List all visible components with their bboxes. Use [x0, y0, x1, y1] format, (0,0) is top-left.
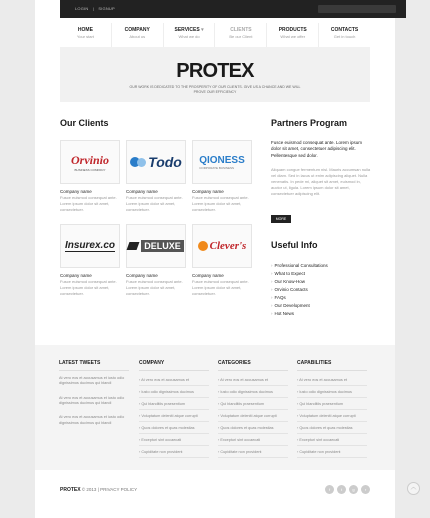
clevers-mark-icon [198, 241, 208, 251]
partners-lead: Fusce euismod consequat ante. Lorem ipsum dolor sit amet, consectetuer adipiscing elit. Pellentesque sed dolor. [271, 140, 363, 158]
client-description: Fusce euismod consequat ante. Lorem ipsum dolor sit amet, consectetuer. [126, 195, 183, 212]
partners-heading: Partners Program [271, 118, 348, 128]
nav-products-label: PRODUCTS [278, 27, 307, 33]
social-links [325, 485, 370, 494]
tweets-column [59, 360, 129, 426]
useful-info-heading: Useful Info [271, 240, 318, 250]
client-name: Company name [60, 189, 92, 194]
footer-brand: PROTEX [60, 487, 81, 493]
footer-link[interactable]: › Cupiditate non provident [218, 446, 288, 458]
footer-link[interactable]: › Quos dolores et quas molestias [297, 422, 367, 434]
client-name: Company name [126, 189, 158, 194]
footer-link[interactable]: › At vero eos et accusamus et [139, 374, 209, 386]
footer-link[interactable]: › Cupiditate non provident [139, 446, 209, 458]
client-name: Company name [192, 189, 224, 194]
footer-area [35, 345, 395, 470]
client-card [60, 224, 120, 297]
nav-company-label: COMPANY [124, 27, 150, 33]
footer-link[interactable]: › Excepturi sint occaecati [139, 434, 209, 446]
footer-link[interactable]: › At vero eos et accusamus et [297, 374, 367, 386]
google-plus-icon[interactable]: g [349, 485, 358, 494]
info-link[interactable]: › FAQs [271, 294, 328, 302]
company-title: COMPANY [139, 360, 209, 371]
client-name: Company name [60, 273, 92, 278]
nav-services-sub: What we do [178, 34, 200, 39]
logo-text: DELUXE [141, 240, 184, 252]
main-nav [60, 23, 370, 47]
categories-column [218, 360, 288, 458]
info-link[interactable]: › Hot News [271, 310, 328, 318]
logo-text: Orvinio [70, 152, 109, 167]
client-description: Fusce euismod consequat ante. Lorem ipsum dolor sit amet, consectetuer. [192, 195, 249, 212]
footer-link[interactable]: › Quos dolores et quas molestias [218, 422, 288, 434]
footer-link[interactable]: › Quos dolores et quas molestias [139, 422, 209, 434]
copyright [60, 487, 137, 493]
deluxe-mark-icon [127, 242, 140, 250]
client-name: Company name [126, 273, 158, 278]
site-logo[interactable]: PROTEX [176, 60, 254, 82]
partners-text: Aliquam congue fermentum nisl. Mauris accumsan nulla vel diam. Sed in lacus ut enim adipiscing aliquet. Nulla venenatis. In pede mi, aliquet sit amet, euismod in, auctor ut, ligula. Lorem ipsum dolor sit amet, consectetuer adipiscing elit. [271, 167, 371, 196]
client-card [60, 140, 120, 213]
client-card [192, 224, 252, 297]
footer-link[interactable]: › Voluptatum deleniti atque corrupti [218, 410, 288, 422]
tweets-title: LATEST TWEETS [59, 360, 129, 371]
footer-link[interactable]: › At vero eos et accusamus et [218, 374, 288, 386]
bottom-bar [35, 470, 395, 518]
client-description: Fusce euismod consequat ante. Lorem ipsum dolor sit amet, consectetuer. [192, 279, 249, 296]
login-link[interactable]: LOGIN [75, 6, 89, 11]
client-logo-todo[interactable] [126, 140, 186, 184]
tweet[interactable]: At vero eos et accusamus et iusto odio dignissimos ducimus qui blandi [59, 415, 125, 425]
nav-clients-sub: Be our Client [229, 34, 253, 39]
hero-banner [60, 47, 370, 102]
hero-tagline: OUR WORK IS DEDICATED TO THE PROSPERITY OF OUR CLIENTS. GIVE US A CHANCE AND WE WILL PROVE OUR EFFICIENCY [129, 85, 301, 94]
client-logo-insurex[interactable] [60, 224, 120, 268]
separator: | [92, 6, 95, 11]
footer-link[interactable]: › Excepturi sint occaecati [297, 434, 367, 446]
nav-clients-label: CLIENTS [230, 27, 252, 33]
copyright-text[interactable]: © 2013 | PRIVACY POLICY [81, 487, 138, 492]
client-description: Fusce euismod consequat ante. Lorem ipsum dolor sit amet, consectetuer. [60, 195, 117, 212]
nav-clients[interactable] [215, 23, 267, 47]
company-column [139, 360, 209, 458]
more-button[interactable]: MORE [271, 215, 291, 223]
info-link[interactable]: › Our Know-How [271, 278, 328, 286]
back-to-top-icon[interactable]: ︿ [407, 482, 420, 495]
logo-subtext: CORPORATE BUSINESS [199, 165, 234, 170]
facebook-icon[interactable]: f [325, 485, 334, 494]
footer-link[interactable]: › Iusto odio dignissimos ducimus [218, 386, 288, 398]
nav-company[interactable] [112, 23, 164, 47]
client-card [126, 224, 186, 297]
nav-contacts-label: CONTACTS [330, 27, 359, 33]
footer-link[interactable]: › Qui blanditiis praesentium [218, 398, 288, 410]
client-logo-qioness[interactable] [192, 140, 252, 184]
footer-link[interactable]: › Qui blanditiis praesentium [139, 398, 209, 410]
logo-text: QIONESS [199, 154, 245, 166]
nav-services[interactable] [164, 23, 216, 47]
logo-subtext: BUSINESS COMPANY [74, 167, 106, 172]
client-logo-orvinio[interactable] [60, 140, 120, 184]
rss-icon[interactable]: r [361, 485, 370, 494]
footer-link[interactable]: › Iusto odio dignissimos ducimus [297, 386, 367, 398]
info-link[interactable]: › What to Expect [271, 270, 328, 278]
capabilities-column [297, 360, 367, 458]
logo-text: Insurex.co [64, 240, 116, 251]
clients-heading: Our Clients [60, 118, 109, 128]
client-name: Company name [192, 273, 224, 278]
footer-link[interactable]: › Voluptatum deleniti atque corrupti [297, 410, 367, 422]
tweet[interactable]: At vero eos et accusamus et iusto odio dignissimos ducimus qui blandi [59, 395, 125, 405]
nav-home-label: HOME [77, 27, 93, 33]
client-logo-deluxe[interactable] [126, 224, 186, 268]
footer-link[interactable]: › Qui blanditiis praesentium [297, 398, 367, 410]
nav-contacts[interactable] [319, 23, 370, 47]
top-bar [60, 0, 406, 18]
nav-services-label [164, 27, 215, 33]
nav-home[interactable] [60, 23, 112, 47]
tweet[interactable]: At vero eos et accusamus et iusto odio dignissimos ducimus qui blandi [59, 376, 125, 386]
logo-text: Todo [148, 154, 182, 170]
signup-link[interactable]: SIGNUP [98, 6, 115, 11]
footer-link[interactable]: › Excepturi sint occaecati [218, 434, 288, 446]
footer-link[interactable]: › Cupiditate non provident [297, 446, 367, 458]
client-description: Fusce euismod consequat ante. Lorem ipsum dolor sit amet, consectetuer. [126, 279, 183, 296]
footer-link[interactable]: › Voluptatum deleniti atque corrupti [139, 410, 209, 422]
nav-products-sub: What we offer [280, 34, 306, 39]
nav-home-sub: Your start [76, 34, 94, 39]
todo-mark-icon-2 [137, 158, 146, 167]
nav-contacts-sub: Get in touch [333, 34, 356, 39]
nav-company-sub: About us [129, 34, 146, 39]
chevron-down-icon: ▾ [201, 27, 204, 33]
categories-title: CATEGORIES [218, 360, 288, 371]
client-description: Fusce euismod consequat ante. Lorem ipsum dolor sit amet, consectetuer. [60, 279, 117, 296]
info-link[interactable]: › Orvinio Contacts [271, 286, 328, 294]
client-logo-clevers[interactable] [192, 224, 252, 268]
twitter-icon[interactable]: t [337, 485, 346, 494]
nav-services-text: SERVICES [174, 27, 200, 33]
info-link[interactable]: › Professional Consultations [271, 262, 328, 270]
client-card [192, 140, 252, 213]
account-links [75, 6, 118, 11]
info-link[interactable]: › Our Development [271, 302, 328, 310]
logo-text: Clever's [209, 240, 247, 252]
useful-info-list [271, 262, 328, 318]
nav-products[interactable] [267, 23, 319, 47]
footer-link[interactable]: › Iusto odio dignissimos ducimus [139, 386, 209, 398]
search-input[interactable] [318, 5, 396, 13]
client-card [126, 140, 186, 213]
capabilities-title: CAPABILITIES [297, 360, 367, 371]
